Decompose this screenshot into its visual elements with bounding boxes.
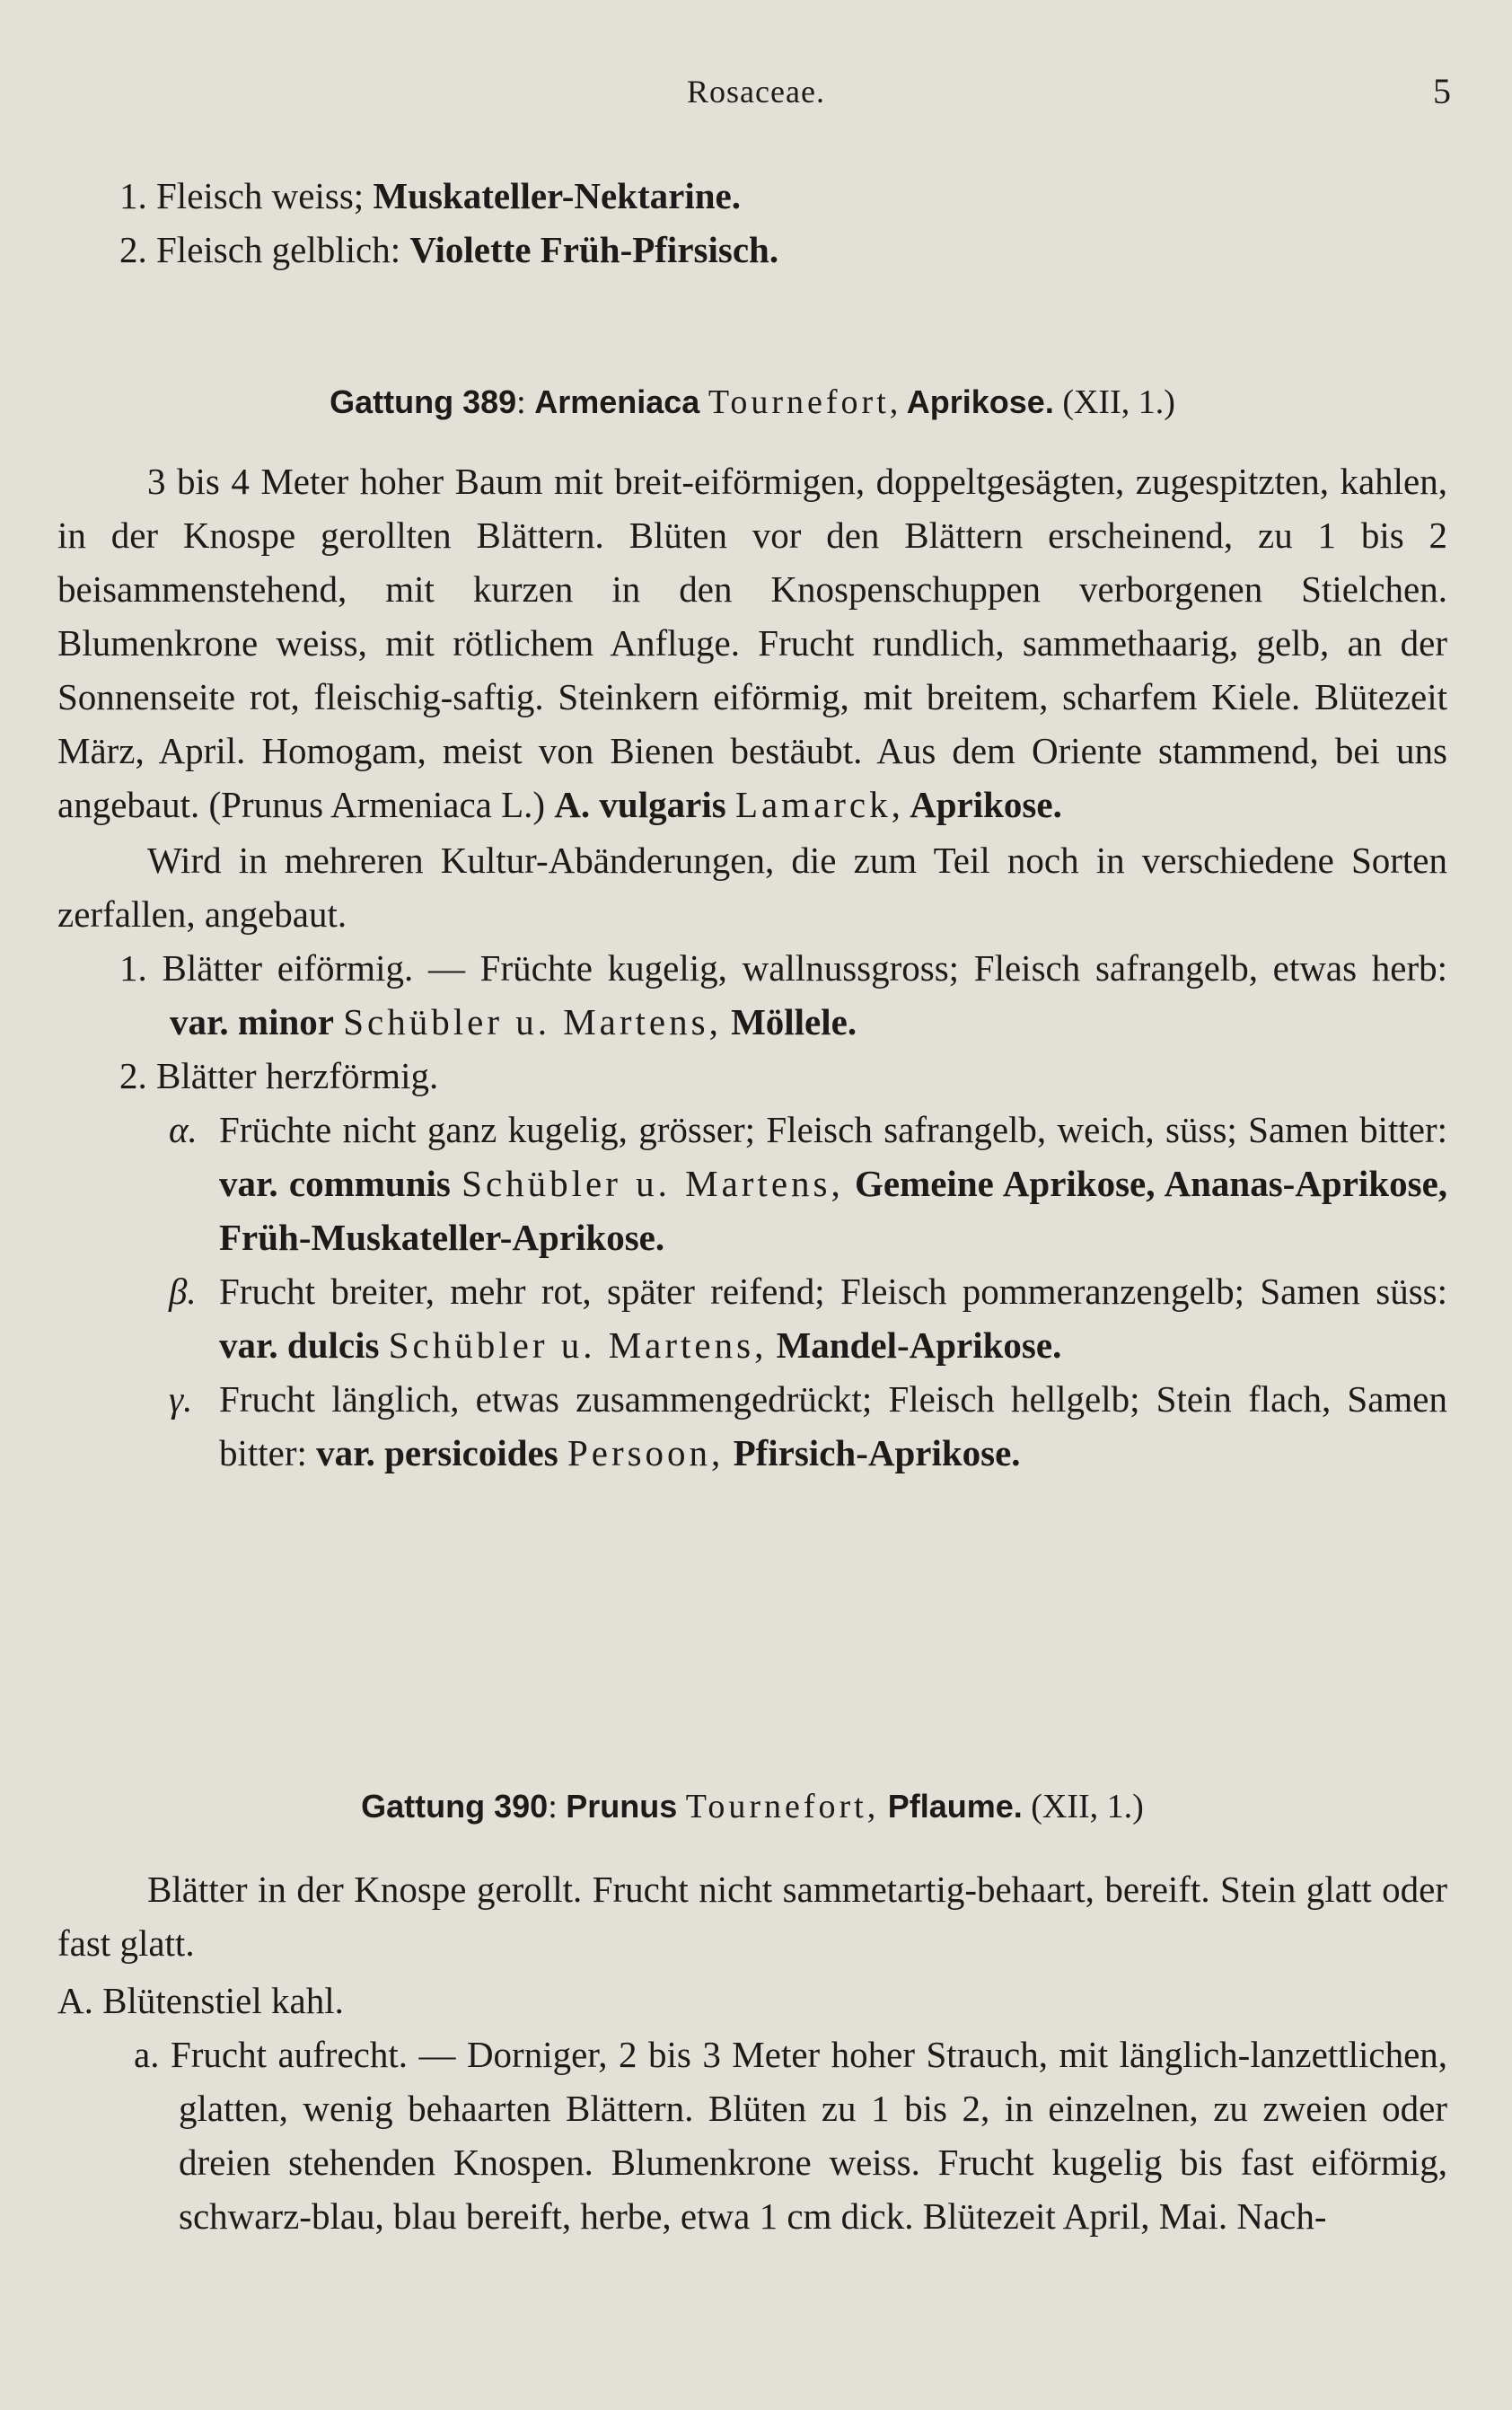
item-text: Frucht breiter, mehr rot, später reifend; Fleisch pommeranzengelb; Samen süss: — [219, 1271, 1447, 1312]
linnaean-class: (XII, 1.) — [1062, 383, 1175, 421]
linnaean-class: (XII, 1.) — [1031, 1788, 1144, 1825]
sub-item-alpha — [57, 1103, 1447, 1264]
genus-number: Gattung 389 — [330, 383, 517, 420]
item-number: 1. — [119, 947, 147, 989]
sub-item-beta — [57, 1264, 1447, 1372]
running-header — [0, 65, 1512, 119]
variety-author: Persoon, — [567, 1432, 725, 1473]
species-name: A. vulgaris — [554, 784, 726, 825]
item-text: Blätter herzförmig. — [156, 1055, 439, 1096]
variety-common-name: Möllele. — [731, 1001, 857, 1042]
variety-name: Violette Früh-Pfirsisch. — [409, 229, 779, 270]
item-number: 2. — [119, 1055, 147, 1096]
species-author: Lamarck — [734, 784, 892, 825]
variety-author: Schübler u. Martens, — [388, 1324, 768, 1366]
genus-description: 3 bis 4 Meter hoher Baum mit breit-eiförmigen, doppeltgesägten, zugespitzten, kahlen, in der Knospe gerollten Blättern. Blüten vor den Blättern erscheinend, zu 1 bis 2 beisammenstehend, mit kurzen in den Knospenschuppen verborgenen Stielchen. Blumenkrone weiss, mit rötlichem Anfluge. Frucht rundlich, sammethaarig, gelb, an der Sonnenseite rot, fleischig-saftig. Steinkern eiförmig, mit breitem, scharfem Kiele. Blütezeit März, April. Homogam, meist von Bienen bestäubt. Aus dem Oriente stammend, bei uns angebaut. (Prunus Armeniaca L.) A. vulgaris Lamarck, Aprikose. — [57, 461, 1447, 825]
species-common-name: Aprikose. — [910, 784, 1062, 825]
section-heading — [57, 1974, 1447, 2027]
variety-name: var. dulcis — [219, 1324, 380, 1366]
genus-390-body — [57, 1862, 1447, 2243]
genus-name: Armeniaca — [534, 383, 700, 420]
item-text: Frucht länglich, etwas zusammengedrückt; Fleisch hellgelb; Stein flach, Samen bitter: — [219, 1378, 1447, 1473]
heading-separator: : — [548, 1788, 567, 1825]
item-text: Frucht aufrecht. — Dorniger, 2 bis 3 Meter hoher Strauch, mit länglich-lanzettlichen, glatten, wenig behaarten Blättern. Blüten zu 1 bis 2, in einzelnen, zu zweien oder dreien stehenden Knospen. Blumenkrone weiss. Frucht kugelig bis fast eiförmig, schwarz-blau, blau bereift, herbe, etwa 1 cm dick. Blütezeit April, Mai. Nach- — [170, 2034, 1448, 2237]
list-item — [57, 2027, 1447, 2243]
description-text: 3 bis 4 Meter hoher Baum mit breit-eiförmigen, doppeltgesägten, zugespitzten, kahlen, in der Knospe gerollten Blättern. Blüten vor den Blättern erscheinend, zu 1 bis 2 beisammenstehend, mit kurzen in den Knospenschuppen verborgenen Stielchen. Blumenkrone weiss, mit rötlichem Anfluge. Frucht rundlich, sammethaarig, gelb, an der Sonnenseite rot, fleischig-saftig. Steinkern eiförmig, mit breitem, scharfem Kiele. Blütezeit März, April. Homogam, meist von Bienen bestäubt. Aus dem Oriente stammend, bei uns angebaut. (Prunus Armeniaca L.) — [57, 461, 1447, 825]
item-number: 2. — [119, 229, 147, 270]
variety-list-top — [57, 169, 1447, 277]
genus-common-name: Aprikose. — [906, 383, 1054, 420]
variety-author: Schübler u. Martens, — [462, 1163, 844, 1204]
variety-name: var. minor — [170, 1001, 334, 1042]
list-item — [57, 1049, 1447, 1103]
genus-author: Tournefort — [708, 383, 890, 421]
variety-name: Muskateller-Nektarine. — [373, 175, 741, 216]
genus-description: Blätter in der Knospe gerollt. Frucht nicht sammetartig-behaart, bereift. Stein glatt oder fast glatt. — [57, 1869, 1447, 1964]
cultivar-intro: Wird in mehreren Kultur-Abänderungen, die zum Teil noch in verschiedene Sorten zerfallen, angebaut. — [57, 840, 1447, 935]
variety-name: var. persicoides — [316, 1432, 558, 1473]
variety-name: var. communis — [219, 1163, 451, 1204]
genus-number: Gattung 390 — [361, 1788, 549, 1825]
list-item — [57, 223, 1447, 277]
item-letter: γ. — [169, 1378, 193, 1420]
page-number: 5 — [1433, 71, 1451, 111]
item-letter: α. — [169, 1109, 198, 1150]
item-text: Blätter eiförmig. — Früchte kugelig, wallnussgross; Fleisch safrangelb, etwas herb: — [162, 947, 1448, 989]
genus-author: Tournefort, — [685, 1788, 880, 1825]
genus-name: Prunus — [566, 1788, 678, 1825]
variety-common-name: Gemeine Aprikose, Ananas-Aprikose, Früh-Muskateller-Aprikose. — [219, 1163, 1448, 1258]
list-item — [57, 941, 1447, 1049]
variety-common-name: Mandel-Aprikose. — [776, 1324, 1062, 1366]
item-text: Früchte nicht ganz kugelig, grösser; Fleisch safrangelb, weich, süss; Samen bitter: — [219, 1109, 1447, 1150]
genus-heading-390 — [57, 1780, 1447, 1834]
item-text: Fleisch weiss; — [156, 175, 374, 216]
genus-common-name: Pflaume. — [887, 1788, 1023, 1825]
item-number: 1. — [119, 175, 147, 216]
heading-separator: : — [516, 383, 535, 421]
sub-item-gamma — [57, 1372, 1447, 1480]
variety-author: Schübler u. Martens, — [343, 1001, 722, 1042]
list-item — [57, 169, 1447, 223]
genus-heading-389: Gattung 389: Armeniaca Tournefort, Aprikose. (XII, 1.) — [330, 383, 1175, 421]
item-letter: a. — [134, 2034, 160, 2075]
genus-389-body — [57, 454, 1447, 1480]
section-letter: A. — [57, 1980, 93, 2021]
variety-common-name: Pfirsich-Aprikose. — [733, 1432, 1021, 1473]
item-letter: β. — [169, 1271, 197, 1312]
section-text: Blütenstiel kahl. — [102, 1980, 344, 2021]
item-text: Fleisch gelblich: — [156, 229, 410, 270]
running-title: Rosaceae. — [687, 74, 825, 110]
